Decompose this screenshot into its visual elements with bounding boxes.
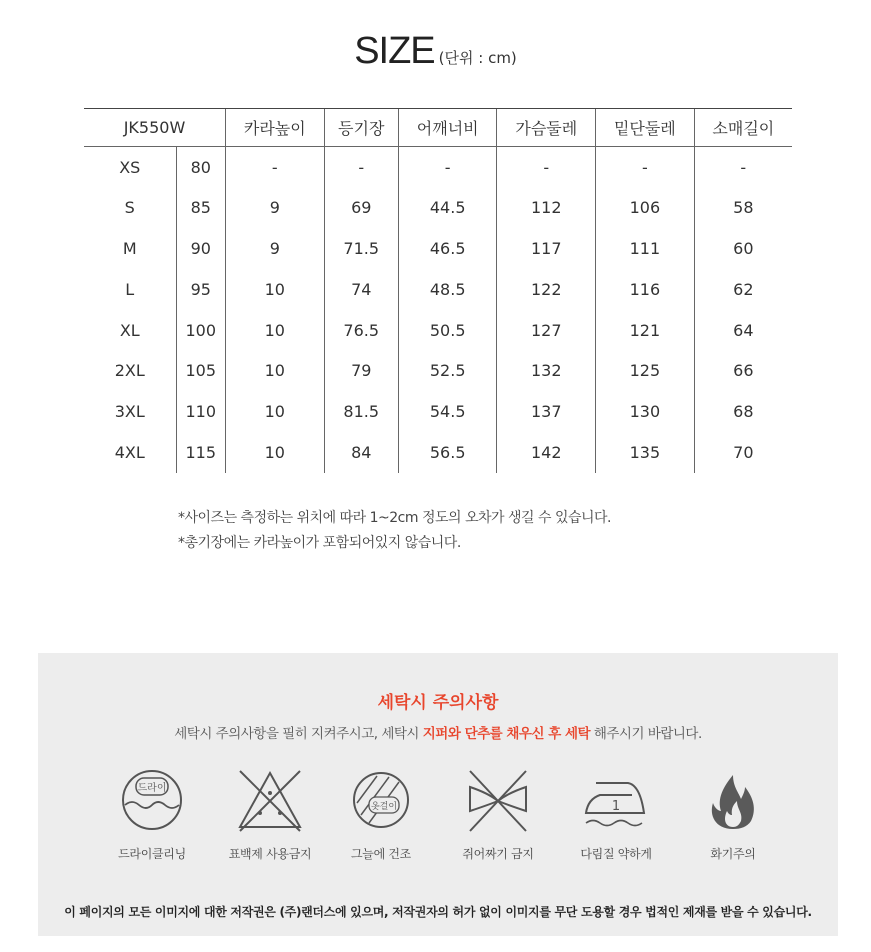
icon-label: 다림질 약하게 — [580, 847, 652, 861]
measurement-cell: 66 — [694, 350, 792, 391]
measurement-cell: 127 — [497, 310, 596, 351]
measurement-cell: 10 — [226, 391, 325, 432]
unit-label: (단위 : cm) — [438, 49, 517, 67]
icon-label: 쥐어짜기 금지 — [462, 847, 534, 861]
chest-size-cell: 85 — [176, 187, 226, 228]
care-subtitle-highlight: 지퍼와 단추를 채우신 후 세탁 — [422, 726, 591, 742]
measurement-cell: 52.5 — [398, 350, 497, 391]
measurement-cell: 116 — [596, 269, 695, 310]
size-heading — [0, 30, 871, 73]
note-line: *총기장에는 카라높이가 포함되어있지 않습니다. — [178, 535, 461, 551]
note-line: *사이즈는 측정하는 위치에 따라 1~2cm 정도의 오차가 생길 수 있습니다. — [178, 510, 612, 526]
measurement-cell: 62 — [694, 269, 792, 310]
size-label-cell: M — [122, 238, 137, 258]
measurement-cell: 117 — [497, 228, 596, 269]
column-header: 가슴둘레 — [497, 109, 596, 147]
size-label-cell: XL — [119, 320, 140, 340]
measurement-cell: - — [694, 147, 792, 188]
shade-dry-icon-text: 옷걸이 — [370, 802, 398, 812]
chest-size-cell: 95 — [176, 269, 226, 310]
size-label-cell: S — [124, 198, 135, 218]
measurement-cell: 130 — [596, 391, 695, 432]
table-row — [84, 228, 792, 269]
care-subtitle — [38, 722, 838, 742]
table-row — [84, 391, 792, 432]
column-header: 소매길이 — [694, 109, 792, 147]
chest-size-cell: 80 — [176, 147, 226, 188]
chest-size-cell: 100 — [176, 310, 226, 351]
measurement-cell: 74 — [324, 269, 398, 310]
measurement-cell: 125 — [596, 350, 695, 391]
chest-size-cell: 105 — [176, 350, 226, 391]
measurement-cell: 135 — [596, 432, 695, 473]
iron-low-icon — [576, 765, 656, 835]
measurement-cell: 79 — [324, 350, 398, 391]
copyright-notice: 이 페이지의 모든 이미지에 대한 저작권은 (주)랜더스에 있으며, 저작권자의 허가 없이 이미지를 무단 도용할 경우 법적인 제재를 받을 수 있습니다. — [64, 905, 812, 919]
measurement-cell: 76.5 — [324, 310, 398, 351]
measurement-cell: 50.5 — [398, 310, 497, 351]
model-header: JK550W — [84, 109, 226, 147]
measurement-cell: 10 — [226, 350, 325, 391]
iron-low-icon-text: 1 — [611, 799, 621, 814]
chest-size-cell: 110 — [176, 391, 226, 432]
measurement-cell: 10 — [226, 310, 325, 351]
chest-size-cell: 90 — [176, 228, 226, 269]
dry-cleaning-icon-text: 드라이 — [137, 783, 167, 794]
icon-label: 드라이클리닝 — [118, 847, 186, 861]
measurement-cell: - — [324, 147, 398, 188]
table-row — [84, 310, 792, 351]
measurement-cell: 10 — [226, 432, 325, 473]
size-table — [84, 108, 792, 473]
size-label-cell: 4XL — [114, 442, 145, 462]
measurement-cell: 44.5 — [398, 187, 497, 228]
no-wring-icon — [458, 765, 538, 835]
measurement-cell: 132 — [497, 350, 596, 391]
measurement-cell: 71.5 — [324, 228, 398, 269]
measurement-cell: 10 — [226, 269, 325, 310]
measurement-cell: 111 — [596, 228, 695, 269]
icon-label: 표백제 사용금지 — [228, 847, 312, 861]
dry-cleaning-icon — [112, 765, 192, 835]
measurement-cell: 142 — [497, 432, 596, 473]
measurement-cell: 56.5 — [398, 432, 497, 473]
page-title: SIZE — [354, 30, 435, 72]
measurement-cell: 121 — [596, 310, 695, 351]
measurement-cell: 69 — [324, 187, 398, 228]
table-row — [84, 269, 792, 310]
table-header-row — [84, 109, 792, 147]
measurement-cell: 54.5 — [398, 391, 497, 432]
column-header: 등기장 — [324, 109, 398, 147]
measurement-cell: 122 — [497, 269, 596, 310]
measurement-cell: 58 — [694, 187, 792, 228]
measurement-cell: - — [596, 147, 695, 188]
measurement-cell: 137 — [497, 391, 596, 432]
measurement-cell: - — [226, 147, 325, 188]
measurement-cell: 48.5 — [398, 269, 497, 310]
measurement-cell: 9 — [226, 228, 325, 269]
care-subtitle-text: 해주시기 바랍니다. — [590, 726, 702, 742]
measurement-cell: 112 — [497, 187, 596, 228]
size-label-cell: 3XL — [114, 402, 145, 422]
measurement-cell: 60 — [694, 228, 792, 269]
icon-label: 화기주의 — [710, 847, 756, 861]
measurement-cell: 68 — [694, 391, 792, 432]
column-header: 밑단둘레 — [596, 109, 695, 147]
measurement-cell: - — [398, 147, 497, 188]
no-bleach-icon — [230, 765, 310, 835]
size-label-cell: 2XL — [114, 361, 145, 381]
column-header: 카라높이 — [226, 109, 325, 147]
measurement-cell: 70 — [694, 432, 792, 473]
size-label-cell: L — [125, 279, 135, 299]
measurement-cell: 9 — [226, 187, 325, 228]
shade-dry-icon — [341, 765, 421, 835]
size-label-cell: XS — [119, 157, 141, 177]
measurement-cell: 84 — [324, 432, 398, 473]
icon-label: 그늘에 건조 — [351, 847, 411, 861]
table-row — [84, 187, 792, 228]
column-header: 어깨너비 — [398, 109, 497, 147]
measurement-cell: 64 — [694, 310, 792, 351]
care-section — [38, 653, 838, 936]
measurement-cell: 46.5 — [398, 228, 497, 269]
fire-caution-icon — [693, 765, 773, 835]
measurement-cell: - — [497, 147, 596, 188]
care-title: 세탁시 주의사항 — [377, 693, 499, 713]
table-row — [84, 147, 792, 188]
measurement-cell: 81.5 — [324, 391, 398, 432]
measurement-cell: 106 — [596, 187, 695, 228]
table-row — [84, 350, 792, 391]
chest-size-cell: 115 — [176, 432, 226, 473]
table-row — [84, 432, 792, 473]
care-subtitle-text: 세탁시 주의사항을 필히 지켜주시고, 세탁시 — [174, 726, 423, 742]
size-notes — [178, 506, 611, 556]
